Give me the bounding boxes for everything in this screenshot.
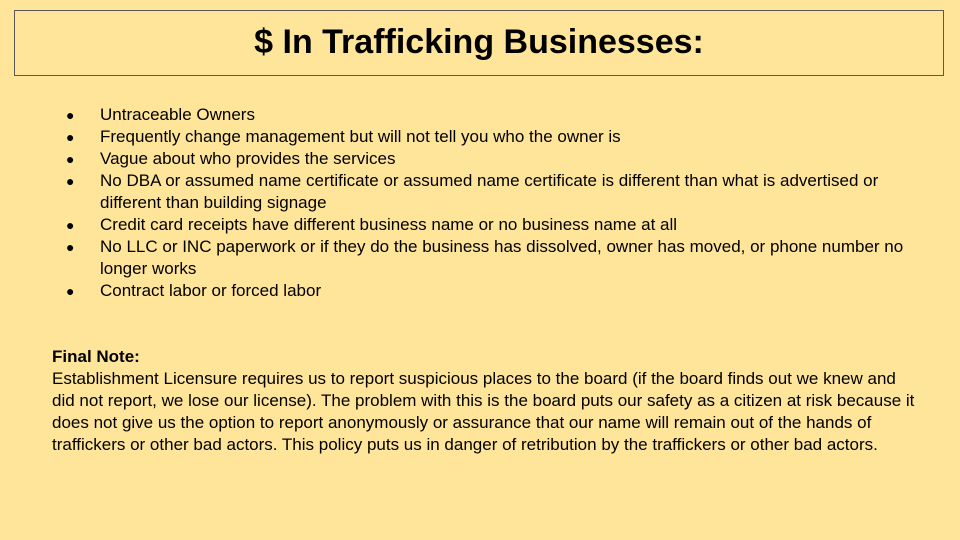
bullet-dot-icon: ●	[66, 283, 75, 299]
bullet-item	[60, 126, 920, 148]
bullet-item	[60, 170, 920, 214]
bullet-text: Credit card receipts have different business name or no business name at all	[100, 215, 678, 234]
bullet-item	[60, 236, 920, 280]
bullet-item	[60, 148, 920, 170]
bullet-item	[60, 280, 920, 302]
bullet-text: No LLC or INC paperwork or if they do the business has dissolved, owner has moved, or phone number no longer works	[100, 237, 904, 278]
bullet-dot-icon: ●	[66, 107, 75, 123]
bullet-item	[60, 104, 920, 126]
bullet-dot-icon: ●	[66, 173, 75, 189]
bullet-dot-icon: ●	[66, 217, 75, 233]
bullet-dot-icon: ●	[66, 129, 75, 145]
bullet-list	[60, 104, 920, 302]
bullet-text: Vague about who provides the services	[100, 149, 396, 168]
bullet-item	[60, 214, 920, 236]
title-box	[14, 10, 944, 76]
bullet-dot-icon: ●	[66, 239, 75, 255]
final-note	[52, 346, 922, 456]
slide-title: $ In Trafficking Businesses:	[254, 23, 704, 61]
bullet-text: Frequently change management but will not tell you who the owner is	[100, 127, 621, 146]
final-note-heading: Final Note:	[52, 347, 140, 366]
bullet-text: Untraceable Owners	[100, 105, 255, 124]
bullet-text: Contract labor or forced labor	[100, 281, 322, 300]
final-note-body: Establishment Licensure requires us to report suspicious places to the board (if the board finds out we knew and did not report, we lose our license). The problem with this is the board puts our safety as a citizen at risk because it does not give us the option to report anonymously or assurance that our name will remain out of the hands of traffickers or other bad actors. This policy puts us in danger of retribution by the traffickers or other bad actors.	[52, 369, 915, 454]
bullet-dot-icon: ●	[66, 151, 75, 167]
bullet-text: No DBA or assumed name certificate or assumed name certificate is different than what is advertised or different than building signage	[100, 171, 879, 212]
